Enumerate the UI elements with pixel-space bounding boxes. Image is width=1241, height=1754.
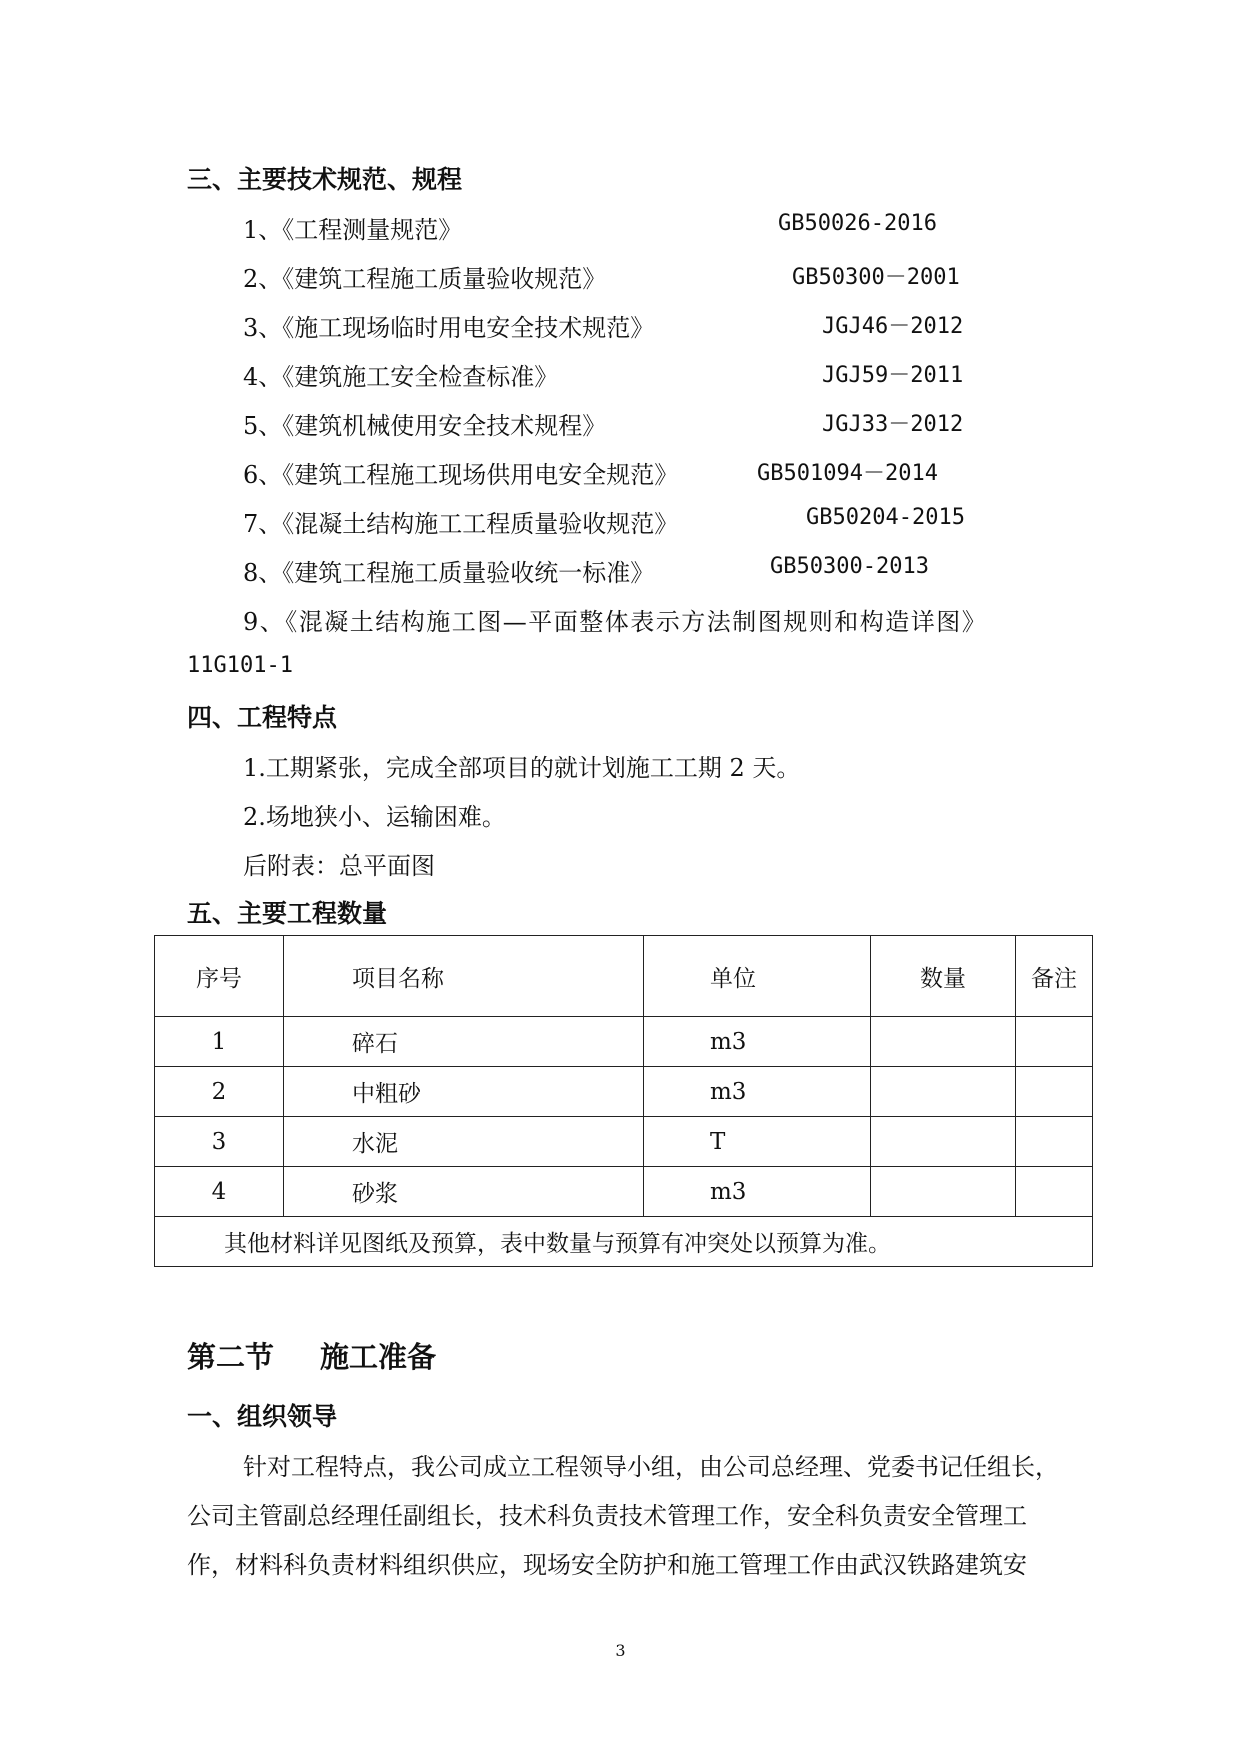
- cell-quantity: [871, 1017, 1016, 1067]
- table-row: [155, 1117, 1093, 1167]
- cell-no: 3: [155, 1117, 284, 1167]
- chapter-heading: [187, 1335, 436, 1376]
- cell-no: 2: [155, 1067, 284, 1117]
- spec-item-6: 6、《建筑工程施工现场供用电安全规范》: [243, 461, 679, 489]
- spec-item-5: 5、《建筑机械使用安全技术规程》: [243, 412, 607, 440]
- spec-code-5: JGJ33－2012: [822, 412, 964, 437]
- cell-unit: m3: [644, 1017, 871, 1067]
- header-item-name: 项目名称: [284, 936, 644, 1017]
- cell-unit: m3: [644, 1167, 871, 1217]
- table-row: [155, 1167, 1093, 1217]
- chapter-title: 施工准备: [320, 1340, 437, 1374]
- attachment-note: 后附表：总平面图: [243, 852, 435, 880]
- cell-remarks: [1016, 1167, 1093, 1217]
- cell-quantity: [871, 1167, 1016, 1217]
- spec-code-7: GB50204-2015: [806, 505, 965, 530]
- section-4-heading: 四、工程特点: [187, 703, 338, 732]
- header-no: 序号: [155, 936, 284, 1017]
- spec-code-9: 11G101-1: [187, 653, 293, 678]
- cell-item-name: 碎石: [284, 1017, 644, 1067]
- header-remarks: 备注: [1016, 936, 1093, 1017]
- cell-unit: T: [644, 1117, 871, 1167]
- spec-item-3: 3、《施工现场临时用电安全技术规范》: [243, 314, 655, 342]
- spec-code-2: GB50300－2001: [792, 265, 960, 290]
- table-note-row: [155, 1217, 1093, 1267]
- org-paragraph-line-3: 作，材料科负责材料组织供应，现场安全防护和施工管理工作由武汉铁路建筑安: [187, 1551, 1027, 1579]
- spec-item-2: 2、《建筑工程施工质量验收规范》: [243, 265, 607, 293]
- spec-item-1: 1、《工程测量规范》: [243, 216, 463, 244]
- cell-unit: m3: [644, 1067, 871, 1117]
- spec-code-3: JGJ46－2012: [822, 314, 964, 339]
- spec-code-1: GB50026-2016: [778, 211, 937, 236]
- section-3-heading: 三、主要技术规范、规程: [187, 165, 463, 194]
- org-paragraph-line-2: 公司主管副总经理任副组长，技术科负责技术管理工作，安全科负责安全管理工: [187, 1502, 1027, 1530]
- org-heading: 一、组织领导: [187, 1402, 338, 1431]
- table-row: [155, 1017, 1093, 1067]
- spec-item-4: 4、《建筑施工安全检查标准》: [243, 363, 559, 391]
- cell-no: 1: [155, 1017, 284, 1067]
- spec-item-7: 7、《混凝土结构施工工程质量验收规范》: [243, 510, 679, 538]
- table-header-row: [155, 936, 1093, 1017]
- org-paragraph-line-1: 针对工程特点，我公司成立工程领导小组，由公司总经理、党委书记任组长，: [243, 1453, 1059, 1481]
- cell-quantity: [871, 1117, 1016, 1167]
- feature-item-1: 1.工期紧张，完成全部项目的就计划施工工期 2 天。: [243, 754, 801, 782]
- cell-item-name: 砂浆: [284, 1167, 644, 1217]
- page-number: 3: [615, 1641, 626, 1660]
- header-unit: 单位: [644, 936, 871, 1017]
- chapter-label: 第二节: [187, 1340, 275, 1374]
- cell-remarks: [1016, 1017, 1093, 1067]
- header-quantity: 数量: [871, 936, 1016, 1017]
- spec-code-6: GB501094－2014: [757, 461, 938, 486]
- cell-item-name: 水泥: [284, 1117, 644, 1167]
- table-row: [155, 1067, 1093, 1117]
- spec-code-8: GB50300-2013: [770, 554, 929, 579]
- table-note: 其他材料详见图纸及预算，表中数量与预算有冲突处以预算为准。: [155, 1217, 1093, 1267]
- cell-quantity: [871, 1067, 1016, 1117]
- spec-code-4: JGJ59－2011: [822, 363, 964, 388]
- cell-no: 4: [155, 1167, 284, 1217]
- section-5-heading: 五、主要工程数量: [187, 899, 388, 928]
- cell-remarks: [1016, 1067, 1093, 1117]
- feature-item-2: 2.场地狭小、运输困难。: [243, 803, 506, 831]
- spec-item-8: 8、《建筑工程施工质量验收统一标准》: [243, 559, 655, 587]
- cell-remarks: [1016, 1117, 1093, 1167]
- cell-item-name: 中粗砂: [284, 1067, 644, 1117]
- quantity-table: [154, 935, 1093, 1267]
- spec-item-9: 9、《混凝土结构施工图—平面整体表示方法制图规则和构造详图》: [243, 608, 988, 636]
